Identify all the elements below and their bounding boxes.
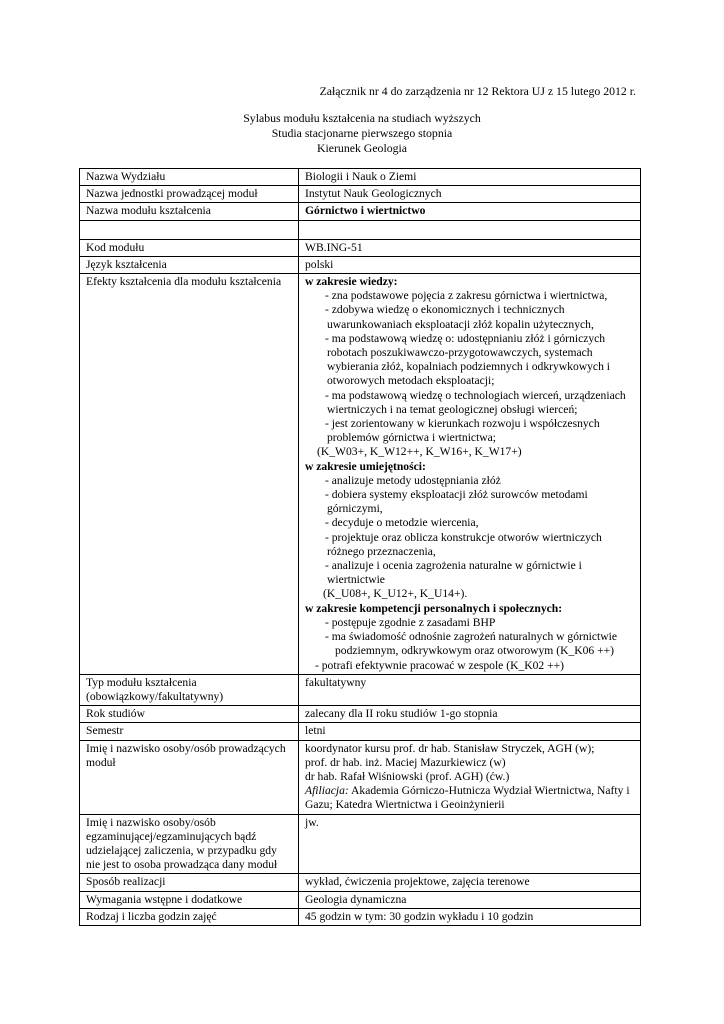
knowledge-codes: (K_W03+, K_W12++, K_W16+, K_W17+) bbox=[317, 445, 522, 459]
row-hours bbox=[80, 908, 641, 925]
year-value: zalecany dla II roku studiów 1-go stopnia bbox=[299, 706, 641, 723]
empty-cell-right bbox=[299, 220, 641, 239]
row-empty bbox=[80, 220, 641, 239]
teachers-value bbox=[299, 740, 641, 814]
code-value: WB.ING-51 bbox=[299, 239, 641, 256]
row-examiners bbox=[80, 814, 641, 874]
module-name-value: Górnictwo i wiertnictwo bbox=[299, 203, 641, 220]
affiliation-label: Afiliacja: bbox=[305, 784, 349, 798]
affiliation bbox=[305, 784, 635, 812]
skills-item: - analizuje metody udostępniania złóż bbox=[325, 473, 501, 487]
type-label: Typ modułu kształcenia (obowiązkowy/fakultatywny) bbox=[80, 674, 299, 705]
faculty-value: Biologii i Nauk o Ziemi bbox=[299, 169, 641, 186]
knowledge-item: - ma podstawową wiedzę o: udostępnianiu złóż i górniczych robotach poszukiwawczo-przygotowawczych, systemach wybierania złóż, kopalniach podziemnych i odkrywkowych i otworowych metodach eksploatacji; bbox=[325, 331, 610, 388]
affiliation-text: Akademia Górniczo-Hutnicza Wydział Wiertnictwa, Nafty i Gazu; Katedra Wiertnictwa i Geoinżynierii bbox=[305, 784, 630, 812]
row-unit bbox=[80, 186, 641, 203]
social-item-continuation: podziemnym, odkrywkowym oraz otworowym (K_K06 ++) bbox=[335, 644, 615, 658]
year-label: Rok studiów bbox=[80, 706, 299, 723]
row-outcomes bbox=[80, 274, 641, 675]
knowledge-heading: w zakresie wiedzy: bbox=[305, 275, 398, 289]
skills-item: - analizuje i ocenia zagrożenia naturalne w górnictwie i wiertnictwie bbox=[325, 559, 582, 587]
type-value: fakultatywny bbox=[299, 674, 641, 705]
annex-note: Załącznik nr 4 do zarządzenia nr 12 Rektora UJ z 15 lutego 2012 r. bbox=[319, 84, 636, 98]
knowledge-item: - zdobywa wiedzę o ekonomicznych i technicznych uwarunkowaniach eksploatacji złóż kopalin użytecznych, bbox=[325, 303, 594, 331]
outcomes-label: Efekty kształcenia dla modułu kształcenia bbox=[80, 274, 299, 675]
heading-line-syllabus: Sylabus modułu kształcenia na studiach wyższych bbox=[243, 111, 481, 125]
unit-label: Nazwa jednostki prowadzącej moduł bbox=[80, 186, 299, 203]
faculty-label: Nazwa Wydziału bbox=[80, 169, 299, 186]
social-item: - potrafi efektywnie pracować w zespole (K_K02 ++) bbox=[315, 658, 565, 672]
row-semester bbox=[80, 723, 641, 740]
row-type bbox=[80, 674, 641, 705]
row-language bbox=[80, 256, 641, 273]
unit-value: Instytut Nauk Geologicznych bbox=[299, 186, 641, 203]
semester-value: letni bbox=[299, 723, 641, 740]
social-heading: w zakresie kompetencji personalnych i społecznych: bbox=[305, 601, 563, 615]
outcomes-value bbox=[299, 274, 641, 675]
teacher-line: koordynator kursu prof. dr hab. Stanisław Stryczek, AGH (w); bbox=[305, 741, 595, 755]
knowledge-item: - zna podstawowe pojęcia z zakresu górnictwa i wiertnictwa, bbox=[325, 289, 608, 303]
skills-heading: w zakresie umiejętności: bbox=[305, 459, 426, 473]
prerequisites-label: Wymagania wstępne i dodatkowe bbox=[80, 891, 299, 908]
semester-label: Semestr bbox=[80, 723, 299, 740]
prerequisites-value: Geologia dynamiczna bbox=[299, 891, 641, 908]
knowledge-item: - ma podstawową wiedzę o technologiach wierceń, urządzeniach wiertniczych i na temat geologicznej obsługi wierceń; bbox=[325, 388, 626, 416]
heading-line-field: Kierunek Geologia bbox=[316, 141, 408, 155]
heading-line-study-mode: Studia stacjonarne pierwszego stopnia bbox=[271, 126, 453, 140]
row-module-name bbox=[80, 203, 641, 220]
row-teachers bbox=[80, 740, 641, 814]
skills-codes: (K_U08+, K_U12+, K_U14+). bbox=[323, 587, 468, 601]
social-item: - postępuje zgodnie z zasadami BHP bbox=[325, 615, 496, 629]
syllabus-table bbox=[79, 168, 641, 926]
row-method bbox=[80, 874, 641, 891]
examiners-label: Imię i nazwisko osoby/osób egzaminującej/egzaminujących bądź udzielającej zaliczenia, w przypadku gdy nie jest to osoba prowadząca dany moduł bbox=[80, 814, 299, 874]
row-prerequisites bbox=[80, 891, 641, 908]
examiners-value: jw. bbox=[299, 814, 641, 874]
empty-cell-left bbox=[80, 220, 299, 239]
method-label: Sposób realizacji bbox=[80, 874, 299, 891]
teacher-line: prof. dr hab. inż. Maciej Mazurkiewicz (w) bbox=[305, 755, 506, 769]
language-value: polski bbox=[299, 256, 641, 273]
hours-label: Rodzaj i liczba godzin zajęć bbox=[80, 908, 299, 925]
teacher-line: dr hab. Rafał Wiśniowski (prof. AGH) (ćw.) bbox=[305, 769, 510, 783]
skills-item: - dobiera systemy eksploatacji złóż surowców metodami górniczymi, bbox=[325, 488, 588, 516]
teachers-label: Imię i nazwisko osoby/osób prowadzących moduł bbox=[80, 740, 299, 814]
language-label: Język kształcenia bbox=[80, 256, 299, 273]
row-year bbox=[80, 706, 641, 723]
knowledge-item: - jest zorientowany w kierunkach rozwoju i współczesnych problemów górnictwa i wiertnictwa; bbox=[325, 417, 600, 445]
method-value: wykład, ćwiczenia projektowe, zajęcia terenowe bbox=[299, 874, 641, 891]
skills-item: - decyduje o metodzie wiercenia, bbox=[325, 516, 479, 530]
code-label: Kod modułu bbox=[80, 239, 299, 256]
module-name-label: Nazwa modułu kształcenia bbox=[80, 203, 299, 220]
syllabus-heading bbox=[180, 111, 544, 156]
skills-item: - projektuje oraz oblicza konstrukcje otworów wiertniczych różnego przeznaczenia, bbox=[325, 530, 602, 558]
row-faculty bbox=[80, 169, 641, 186]
row-code bbox=[80, 239, 641, 256]
hours-value: 45 godzin w tym: 30 godzin wykładu i 10 godzin bbox=[299, 908, 641, 925]
social-item: - ma świadomość odnośnie zagrożeń naturalnych w górnictwie bbox=[325, 630, 618, 644]
